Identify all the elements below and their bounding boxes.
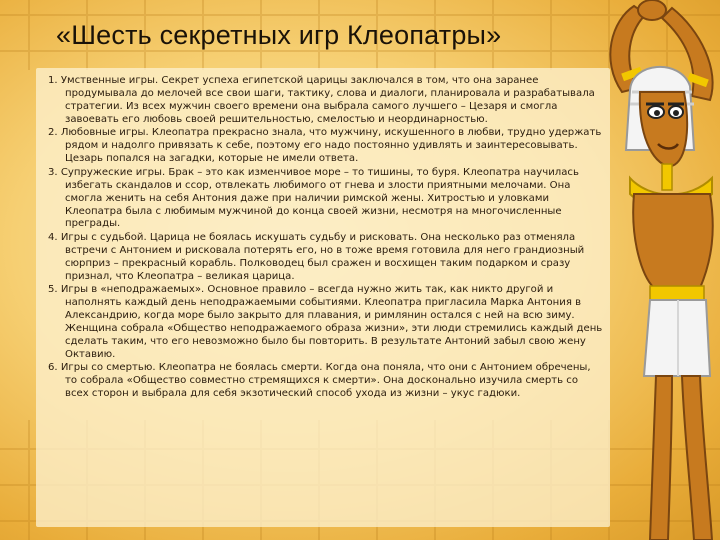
list-item-inimitable-games: 5. Игры в «неподражаемых». Основное правило – всегда нужно жить так, как никто другой и наполнять каждый день неподражаемыми событиями. Клеопатра пригласила Марка Антония в Александрию, когда море было закрыто для плавания, и римлянин остался с ней на всю зиму. Женщина собрала «Общество неподражаемого образа жизни», эти люди стремились каждый день сделать таким, что его невозможно было бы повторить. В результате Антоний забыл свою жену Октавию. xyxy=(48,284,603,361)
pharaoh-figure-icon xyxy=(560,0,720,540)
text-panel xyxy=(36,68,610,527)
list-item-death-games: 6. Игры со смертью. Клеопатра не боялась смерти. Когда она поняла, что они с Антонием обречены, то собрала «Общество совместно стремящихся к смерти». Она досконально изучила смерть со всех сторон и выбрала для себя экзотический способ ухода из жизни – укус гадюки. xyxy=(48,362,591,400)
list-item-mental-games: 1. Умственные игры. Секрет успеха египетской царицы заключался в том, что она заранее продумывала до мелочей все свои шаги, тактику, слова и диалоги, планировала и разрабатывала стратегии. Из всех мужчин своего времени она выбрала самого лучшего – Цезаря и смогла завоевать его любовь своей решительностью, смелостью и неординарностью. xyxy=(48,75,595,125)
games-list xyxy=(36,68,610,401)
pharaoh-illustration xyxy=(560,0,720,540)
list-item-love-games: 2. Любовные игры. Клеопатра прекрасно знала, что мужчину, искушенного в любви, трудно удержать рядом и надолго привязать к себе, поэтому его надо постоянно удивлять и заинтересовывать. Цезарь попался на загадки, которые не имели ответа. xyxy=(48,127,602,165)
slide-title: «Шесть секретных игр Клеопатры» xyxy=(56,20,502,50)
list-item-fate-games: 4. Игры с судьбой. Царица не боялась искушать судьбу и рисковать. Она несколько раз отменяла встречи с Антонием и рисковала потерять его, но в тоже время готовила для него грандиозный сюрприз – прекрасный корабль. Полководец был сражен и восхищен таким подарком и сразу признал, что Клеопатра – великая царица. xyxy=(48,231,585,282)
list-item-marital-games: 3. Супружеские игры. Брак – это как изменчивое море – то тишины, то буря. Клеопатра научилась избегать скандалов и ссор, отвлекать любимого от гнева и злости приятными мелочами. Она смогла женить на себя Антония даже при наличии римской жены. Хитростью и уловками Клеопатра была с любимым мужчиной до конца своей жизни, несмотря на многочисленные преграды. xyxy=(48,166,579,230)
